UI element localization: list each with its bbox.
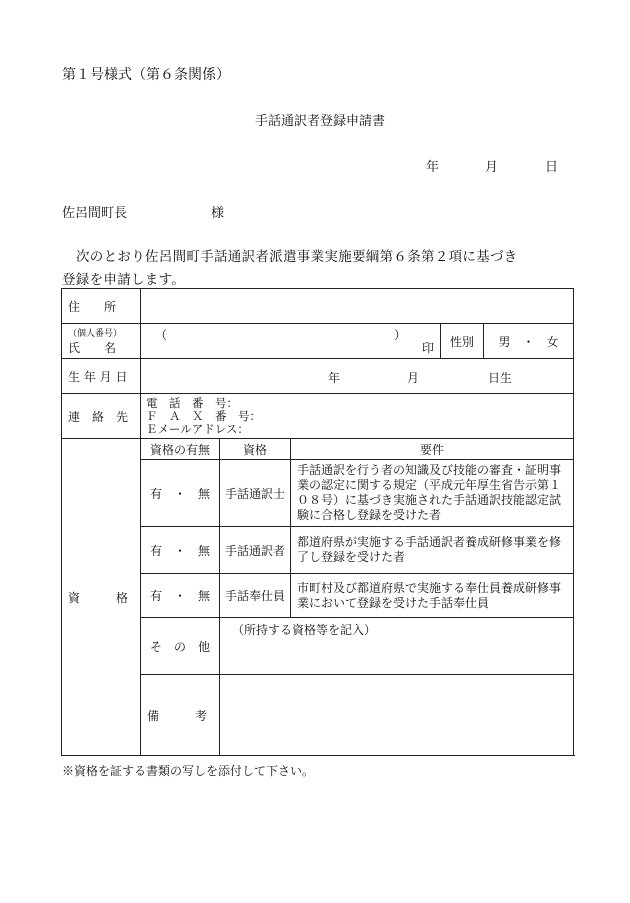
qual-requirement: 手話通訳を行う者の知識及び技能の審査・証明事業の認定に関する規定（平成元年厚生省告示第１０８号）に基づき実施された手話通訳技能認定試験に合格し登録を受けた者 bbox=[291, 460, 574, 527]
footnote: ※資格を証する書類の写しを添付して下さい。 bbox=[62, 764, 315, 778]
addressee-suffix: 様 bbox=[211, 206, 225, 221]
application-form-table bbox=[61, 288, 574, 756]
addressee: 佐呂間町長 bbox=[62, 206, 128, 221]
name-label-cell bbox=[62, 324, 141, 359]
birthdate-label: 生 年 月 日 bbox=[62, 359, 141, 394]
date-month-label: 月 bbox=[485, 160, 499, 175]
body-text-line2: 登録を申請します。 bbox=[62, 272, 186, 288]
qual-other-note: （所持する資格等を記入） bbox=[232, 623, 377, 637]
qual-requirement: 都道府県が実施する手話通訳者養成研修事業を修了し登録を受けた者 bbox=[291, 527, 574, 574]
gender-options[interactable]: 男 ・ 女 bbox=[484, 324, 574, 359]
name-row bbox=[62, 324, 574, 359]
address-label: 住 所 bbox=[62, 289, 141, 324]
qual-has-option[interactable]: 有 ・ 無 bbox=[141, 527, 220, 574]
name-label: 氏 名 bbox=[68, 341, 117, 355]
qualification-header-row bbox=[62, 439, 574, 460]
qual-name: 手話奉仕員 bbox=[220, 574, 291, 618]
qualification-label: 資 格 bbox=[62, 439, 141, 756]
address-row bbox=[62, 289, 574, 324]
qual-other-label: そ の 他 bbox=[141, 618, 220, 675]
email-label: Ｅメールアドレス： bbox=[146, 421, 249, 436]
personal-number-label: （個人番号） bbox=[68, 329, 123, 339]
birth-month-label: 月 bbox=[407, 371, 420, 385]
birth-year-label: 年 bbox=[328, 371, 341, 385]
birth-day-label: 日生 bbox=[488, 371, 513, 385]
fax-label: Ｆ Ａ Ｘ 番 号： bbox=[146, 408, 261, 423]
address-field[interactable] bbox=[141, 289, 574, 324]
qual-name-header: 資格 bbox=[220, 439, 291, 460]
document-title: 手話通訳者登録申請書 bbox=[254, 114, 385, 129]
date-year-label: 年 bbox=[426, 160, 440, 175]
qual-has-option[interactable]: 有 ・ 無 bbox=[141, 460, 220, 527]
paren-open: （ bbox=[155, 328, 168, 342]
contact-row bbox=[62, 394, 574, 439]
qual-has-header: 資格の有無 bbox=[141, 439, 220, 460]
name-field[interactable] bbox=[141, 324, 441, 359]
gender-label: 性別 bbox=[441, 324, 484, 359]
qual-name: 手話通訳者 bbox=[220, 527, 291, 574]
contact-field[interactable] bbox=[141, 394, 574, 439]
qual-requirement: 市町村及び都道府県で実施する奉仕員養成研修事業において登録を受けた手話奉仕員 bbox=[291, 574, 574, 618]
qual-has-option[interactable]: 有 ・ 無 bbox=[141, 574, 220, 618]
remarks-label: 備 考 bbox=[141, 675, 220, 756]
qual-other-field[interactable] bbox=[220, 618, 574, 675]
birthdate-field[interactable] bbox=[141, 359, 574, 394]
phone-label: 電 話 番 号： bbox=[146, 395, 238, 410]
qual-name: 手話通訳士 bbox=[220, 460, 291, 527]
seal-mark: 印 bbox=[421, 341, 434, 355]
birthdate-row bbox=[62, 359, 574, 394]
form-number: 第１号様式（第６条関係） bbox=[62, 67, 230, 83]
remarks-field[interactable] bbox=[220, 675, 574, 756]
qual-requirement-header: 要件 bbox=[291, 439, 574, 460]
body-text-line1: 次のとおり佐呂間町手話通訳者派遣事業実施要綱第６条第２項に基づき bbox=[76, 249, 518, 265]
date-day-label: 日 bbox=[545, 160, 559, 175]
contact-label: 連 絡 先 bbox=[62, 394, 141, 439]
paren-close: ） bbox=[393, 328, 406, 342]
